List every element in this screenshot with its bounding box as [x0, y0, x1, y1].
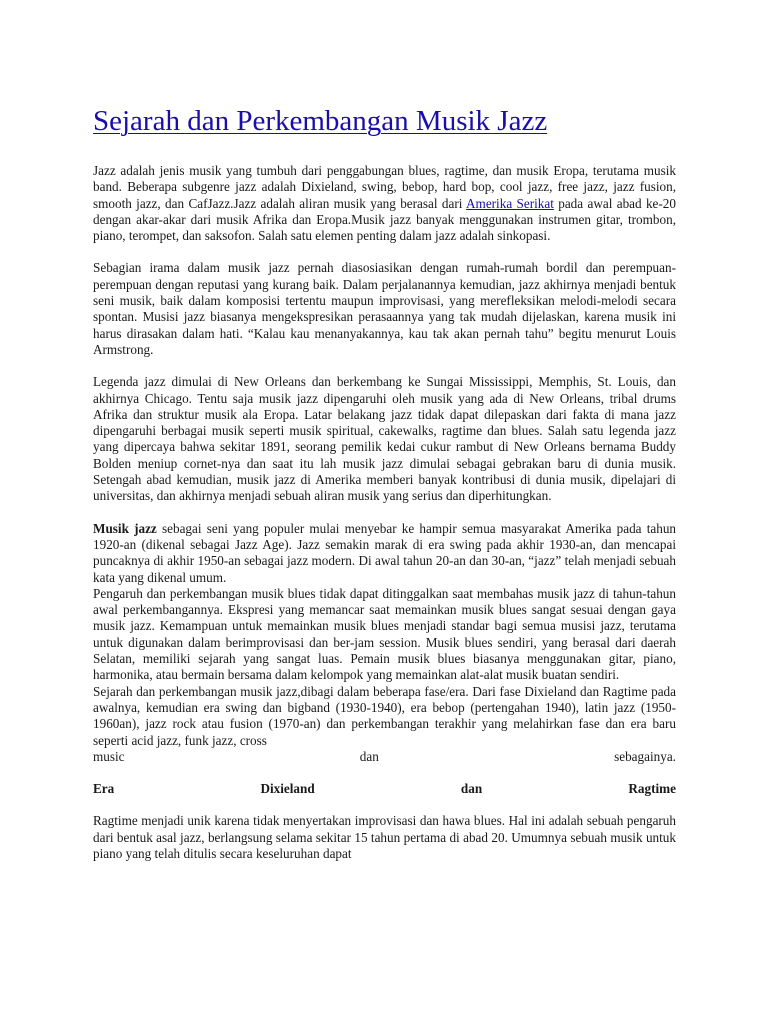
heading-word-3: dan — [460, 781, 483, 797]
paragraph-intro — [93, 163, 676, 244]
heading-word-1: Era — [93, 781, 115, 797]
intro-text-start: Jazz adalah jenis musik yang tumbuh dari penggabungan blues, ragtime, dan musik Eropa, terutama musik band. Beberapa subgenre jazz adalah Dixieland, swing, bebop, hard bop, cool jazz, free jazz, jazz fusion, smooth jazz, dan CafJazz.Jazz adalah aliran musik yang berasal dari — [93, 163, 676, 211]
section-heading-dixieland-ragtime — [93, 781, 676, 797]
amerika-serikat-link[interactable]: Amerika Serikat — [466, 195, 554, 211]
eras-word-1: music — [93, 748, 125, 764]
paragraph-blues: Pengaruh dan perkembangan musik blues tidak dapat ditinggalkan saat membahas musik jazz di tahun-tahun awal perkembangannya. Ekspresi yang memancar saat memainkan musik blues sangat sesuai dengan gaya musik jazz. Kemampuan untuk memainkan musik blues menjadi standar bagi semua musisi jazz, terutama untuk digunakan dalam berimprovisasi dan ber-jam session. Musik blues sendiri, yang berasal dari daerah Selatan, memiliki sejarah yang sangat luas. Pemain musik blues biasanya menggunakan gitar, piano, harmonika, atau bermain bersama dalam kelompok yang memainkan alat-alat musik buatan sendiri. — [93, 585, 676, 683]
paragraph-musik-jazz — [93, 521, 676, 586]
musik-jazz-bold: Musik jazz — [93, 520, 157, 536]
paragraph-legend: Legenda jazz dimulai di New Orleans dan berkembang ke Sungai Mississippi, Memphis, St. Louis, dan akhirnya Chicago. Tentu saja musik jazz dipengaruhi oleh musik yang ada di New Orleans, tribal drums Afrika dan struktur musik ala Eropa. Latar belakang jazz tidak dapat dilepaskan dari fakta di mana jazz dipengaruhi berbagai musik seperti musik spiritual, cakewalks, ragtime dan blues. Salah satu legenda jazz yang dipercaya bahwa sekitar 1891, seorang pemilik kedai cukur rambut di New Orleans bernama Buddy Bolden meniup cornet-nya dan saat itu lah musik jazz dimulai sebagai gebrakan baru di dunia musik. Setengah abad kemudian, musik jazz di Amerika memberi banyak kontribusi di dunia musik, dipelajari di universitas, dan akhirnya menjadi sebuah aliran musik yang serius dan diperhitungkan. — [93, 374, 676, 504]
eras-word-3: sebagainya. — [614, 748, 676, 764]
page-title — [93, 104, 676, 138]
eras-word-2: dan — [359, 748, 379, 764]
heading-word-4: Ragtime — [628, 781, 676, 797]
paragraph-eras-last-line — [93, 749, 676, 765]
heading-word-2: Dixieland — [260, 781, 315, 797]
paragraph-eras: Sejarah dan perkembangan musik jazz,dibagi dalam beberapa fase/era. Dari fase Dixieland dan Ragtime pada awalnya, kemudian era swing dan bigband (1930-1940), era bebop (pertengahan 1940), latin jazz (1950-1960an), jazz rock atau fusion (1970-an) dan perkembangan terakhir yang melahirkan fase dan era baru seperti acid jazz, funk jazz, cross — [93, 683, 676, 748]
paragraph-ragtime: Ragtime menjadi unik karena tidak menyertakan improvisasi dan hawa blues. Hal ini adalah sebuah pengaruh dari bentuk asal jazz, berlangsung selama sekitar 15 tahun pertama di abad 20. Umumnya sebuah musik untuk piano yang telah ditulis secara keseluruhan dapat — [93, 813, 676, 861]
title-link[interactable]: Sejarah dan Perkembangan Musik Jazz — [93, 105, 548, 137]
paragraph-reputation: Sebagian irama dalam musik jazz pernah diasosiasikan dengan rumah-rumah bordil dan perempuan-perempuan dengan reputasi yang kurang baik. Dalam perjalanannya kemudian, jazz akhirnya menjadi bentuk seni musik, baik dalam komposisi tertentu maupun improvisasi, yang merefleksikan melodi-melodi secara spontan. Musisi jazz biasanya mengekspresikan perasaannya yang tak mudah dijelaskan, karena musik ini harus dirasakan dalam hati. “Kalau kau menanyakannya, kau tak akan pernah tahu” begitu menurut Louis Armstrong. — [93, 260, 676, 357]
musik-jazz-text: sebagai seni yang populer mulai menyebar ke hampir semua masyarakat Amerika pada tahun 1920-an (dikenal sebagai Jazz Age). Jazz semakin marak di era swing pada akhir 1930-an, dan mencapai puncaknya di akhir 1950-an sebagai jazz modern. Di awal tahun 20-an dan 30-an, “jazz” telah menjadi sebuah kata yang dikenal umum. — [93, 520, 677, 585]
intro-text-end: pada awal abad ke-20 dengan akar-akar dari musik Afrika dan Eropa.Musik jazz banyak menggunakan instrumen gitar, trombon, piano, terompet, dan saksofon. Salah satu elemen penting dalam jazz adalah sinkopasi. — [93, 195, 676, 244]
